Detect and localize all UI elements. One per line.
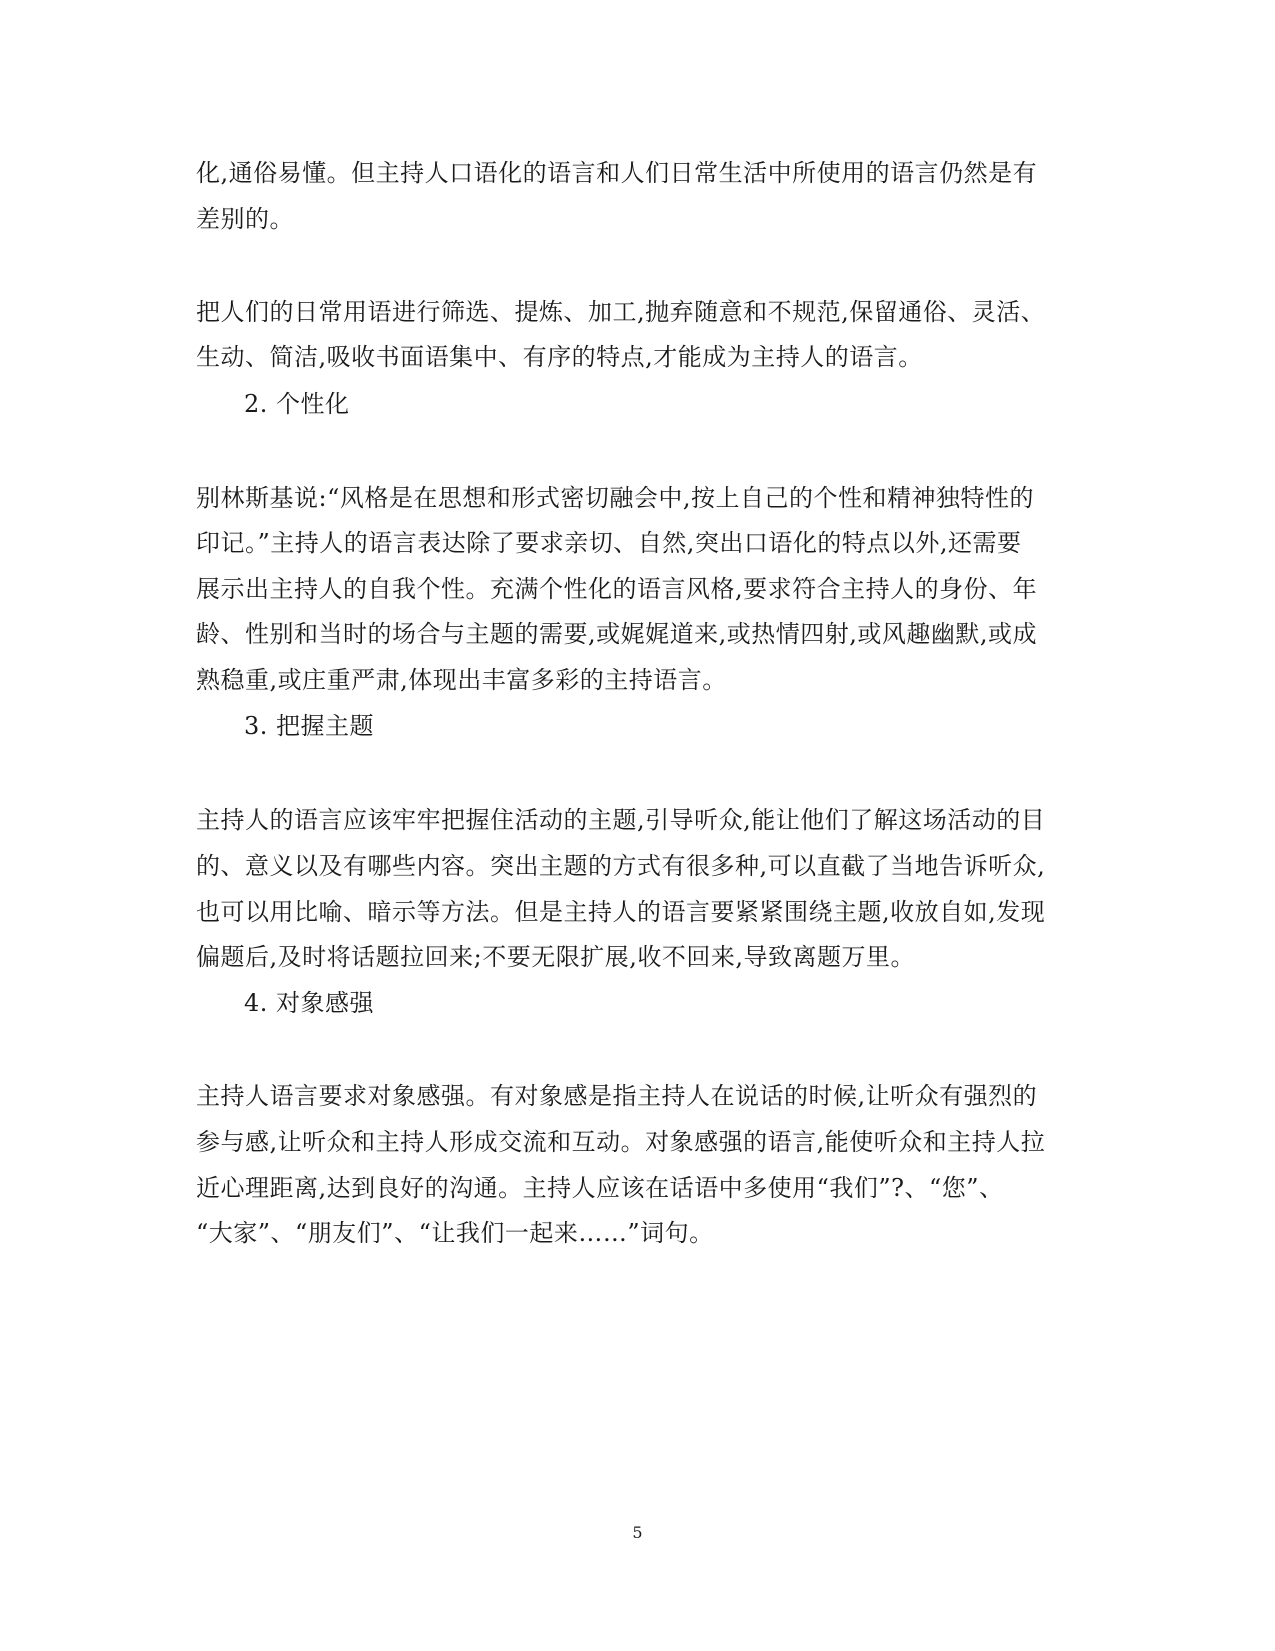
paragraph-line: 参与感,让听众和主持人形成交流和互动。对象感强的语言,能使听众和主持人拉: [196, 1128, 1046, 1156]
section-heading: 4. 对象感强: [244, 989, 375, 1017]
paragraph-line: 化,通俗易懂。但主持人口语化的语言和人们日常生活中所使用的语言仍然是有: [196, 159, 1038, 187]
paragraph-line: 偏题后,及时将话题拉回来;不要无限扩展,收不回来,导致离题万里。: [196, 943, 915, 971]
paragraph-line: 熟稳重,或庄重严肃,体现出丰富多彩的主持语言。: [196, 666, 727, 694]
paragraph-line: 主持人的语言应该牢牢把握住活动的主题,引导听众,能让他们了解这场活动的目: [196, 806, 1046, 834]
paragraph-line: 主持人语言要求对象感强。有对象感是指主持人在说话的时候,让听众有强烈的: [196, 1082, 1038, 1110]
paragraph-line: 生动、简洁,吸收书面语集中、有序的特点,才能成为主持人的语言。: [196, 343, 923, 371]
paragraph-line: 把人们的日常用语进行筛选、提炼、加工,抛弃随意和不规范,保留通俗、灵活、: [196, 298, 1046, 326]
paragraph-line: 别林斯基说:“风格是在思想和形式密切融会中,按上自己的个性和精神独特性的: [196, 484, 1034, 512]
section-heading: 3. 把握主题: [244, 712, 375, 740]
paragraph-line: 龄、性别和当时的场合与主题的需要,或娓娓道来,或热情四射,或风趣幽默,或成: [196, 620, 1038, 648]
paragraph-line: 的、意义以及有哪些内容。突出主题的方式有很多种,可以直截了当地告诉听众,: [196, 852, 1046, 880]
paragraph-line: 也可以用比喻、暗示等方法。但是主持人的语言要紧紧围绕主题,收放自如,发现: [196, 898, 1046, 926]
paragraph-line: 展示出主持人的自我个性。充满个性化的语言风格,要求符合主持人的身份、年: [196, 575, 1038, 603]
paragraph-line: 差别的。: [196, 205, 294, 233]
page-number: 5: [632, 1523, 643, 1542]
paragraph-line: 印记。”主持人的语言表达除了要求亲切、自然,突出口语化的特点以外,还需要: [196, 529, 1022, 557]
paragraph-line: “大家”、“朋友们”、“让我们一起来……”词句。: [196, 1219, 714, 1247]
section-heading: 2. 个性化: [244, 390, 350, 418]
paragraph-line: 近心理距离,达到良好的沟通。主持人应该在话语中多使用“我们”?、“您”、: [196, 1174, 1004, 1202]
